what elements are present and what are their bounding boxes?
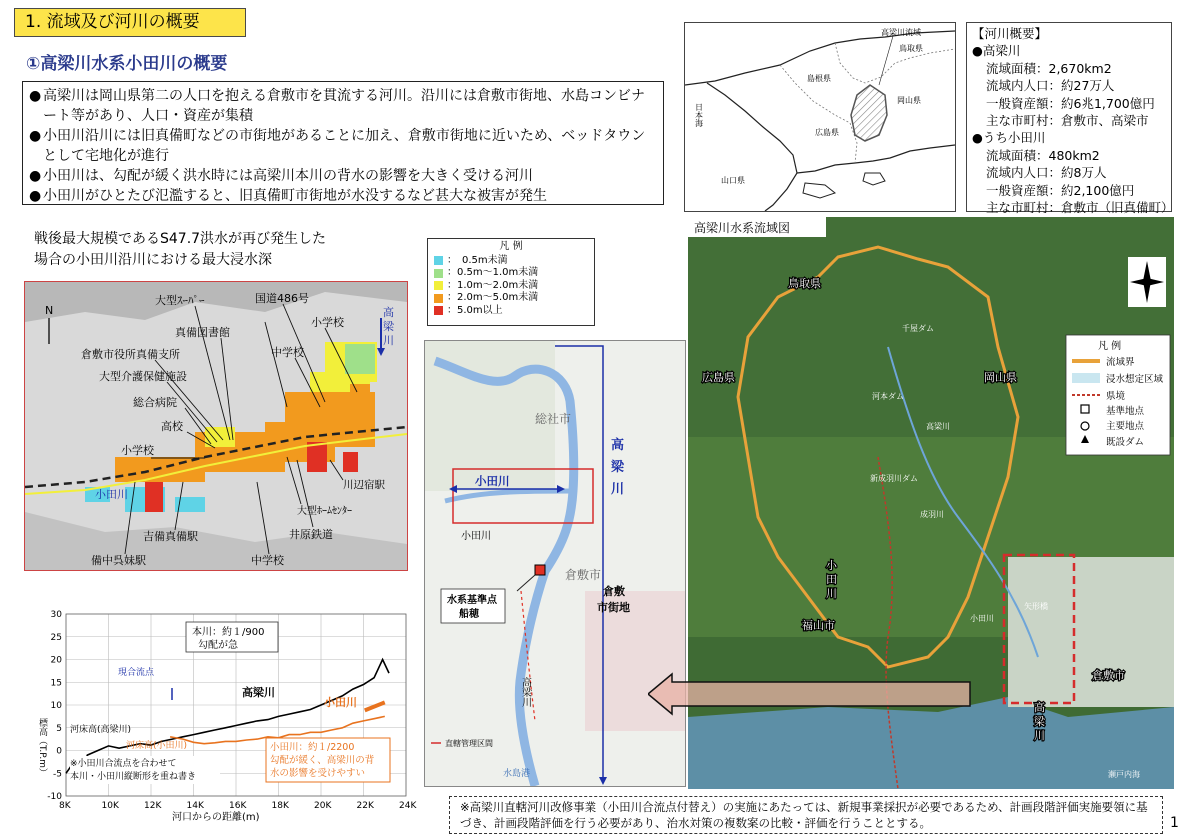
chart-xlabel: 河口からの距離(m) — [172, 812, 260, 822]
label-elementary-left: 小学校 — [121, 444, 154, 457]
center-label-odagawa: 小田川 — [475, 474, 510, 488]
basin-legend-item: 県境 — [1106, 391, 1126, 402]
chart-y-tick: -10 — [47, 792, 62, 802]
chart-y-tick: 10 — [50, 701, 62, 711]
chart-confluence-label: 現合流点 — [118, 668, 155, 678]
center-label-kurashiki-1: 倉敷 — [603, 585, 625, 598]
basin-label-takahashi-mid: 高梁川 — [926, 422, 950, 431]
overview-line: 流域面積：2,670km2 — [986, 60, 1112, 76]
basin-label-dam-chiya: 千屋ダム — [902, 324, 934, 333]
chart-oda-slope-1: 小田川：約１/2200 — [270, 742, 355, 753]
chart-x-tick: 18K — [271, 801, 289, 811]
legend-swatch — [434, 256, 443, 265]
center-label-funao: 船穂 — [459, 609, 479, 620]
chart-y-tick: 15 — [50, 678, 62, 689]
bullet-mark: ● — [29, 128, 42, 144]
center-label-takahashi-lower: 高梁川 — [519, 677, 531, 707]
bullet-item: ● 小田川沿川には旧真備町などの市街地があることに加え、倉敷市街地に近いため、ベッドタウンとして宅地化が進行 — [29, 128, 646, 164]
oda-series-arrow — [365, 702, 385, 710]
depth-legend-row: ：1.0m～2.0m未満 — [434, 280, 588, 293]
center-label-legend-line: 直轄管理区間 — [445, 739, 493, 748]
depth-legend — [427, 238, 595, 326]
inundation-title: 戦後最大規模であるS47.7洪水が再び発生した 場合の小田川沿川における最大浸水深 — [34, 231, 327, 268]
location-map — [684, 22, 956, 212]
river-overview — [966, 22, 1174, 216]
label-takahashi-1: 高 — [383, 306, 394, 319]
depth-legend-row: ：5.0m以上 — [434, 305, 588, 318]
label-kibi-station: 吉備真備駅 — [143, 530, 198, 543]
basin-legend-item: 既設ダム — [1106, 437, 1145, 448]
bullet-mark: ● — [29, 168, 42, 184]
chart-x-tick: 24K — [399, 801, 417, 811]
loc-label-basin: 高梁川流域 — [881, 28, 921, 37]
basin-label-dam-kawamoto: 河本ダム — [872, 392, 904, 401]
label-takahashi-3: 川 — [383, 334, 394, 347]
label-takahashi-2: 梁 — [383, 320, 394, 333]
overview-heading-odagawa: ●うち小田川 — [972, 130, 1046, 146]
overview-line: 主な市町村：倉敷市（旧真備町） — [986, 200, 1174, 216]
basin-label-taka-2: 梁 — [1034, 715, 1045, 728]
basin-label-oda-2: 田 — [826, 573, 837, 586]
overview-line: 主な市町村：倉敷市、高梁市 — [986, 113, 1149, 129]
summary-bullets — [22, 81, 664, 205]
chart-x-tick: 8K — [59, 801, 71, 811]
chart-oda-slope-3: 水の影響を受けやすい — [270, 768, 366, 779]
legend-swatch — [434, 294, 443, 303]
odagawa-location-map — [424, 340, 686, 787]
chart-x-tick: 16K — [229, 801, 247, 811]
label-junior-top: 中学校 — [271, 346, 304, 359]
label-branch-office: 倉敷市役所真備支所 — [81, 348, 180, 361]
chart-x-tick: 14K — [186, 801, 204, 811]
basin-label-hiroshima: 広島県 — [702, 371, 735, 384]
overview-title: 【河川概要】 — [972, 26, 1048, 41]
basin-label-oda-3: 川 — [826, 587, 837, 600]
overview-line: 流域面積：480km2 — [986, 147, 1100, 163]
overview-heading-takahashi: ●高梁川 — [972, 43, 1021, 59]
chart-oda-label: 小田川 — [324, 696, 357, 709]
basin-label-dam-shinnariwa: 新成羽川ダム — [870, 474, 918, 483]
basin-legend-item: 流域界 — [1106, 357, 1135, 368]
page-number: 1 — [1170, 815, 1179, 831]
basin-label-odagawa-small: 小田川 — [970, 614, 994, 623]
center-label-kurashiki-city: 倉敷市 — [565, 568, 602, 582]
bullet-item: ● 小田川がひとたび氾濫すると、旧真備町市街地が水没するなど甚大な被害が発生 — [29, 188, 547, 204]
inundation-map-drawing — [25, 282, 407, 570]
loc-label-shimane: 島根県 — [807, 74, 831, 83]
depth-legend-row: ： 0.5m未満 — [434, 255, 588, 268]
label-ibara-railway: 井原鉄道 — [289, 528, 333, 541]
chart-x-tick: 22K — [356, 801, 374, 811]
chart-y-tick: 30 — [50, 610, 62, 620]
bullet-item: ● 小田川は、勾配が緩く洪水時には高梁川本川の背水の影響を大きく受ける河川 — [29, 168, 533, 184]
chart-oda-slope-2: 勾配が緩く、高梁川の背 — [270, 755, 375, 766]
chart-y-tick: 25 — [50, 632, 62, 643]
label-supermarket: 大型ｽｰﾊﾟｰ — [155, 294, 205, 307]
basin-label-seto: 瀬戸内海 — [1108, 770, 1140, 779]
chart-takahashi-label: 高梁川 — [242, 686, 275, 699]
legend-swatch — [434, 269, 443, 278]
label-home-center: 大型ﾎｰﾑｾﾝﾀｰ — [297, 506, 352, 517]
chart-y-tick: 20 — [50, 655, 62, 666]
basin-label-taka-3: 川 — [1034, 729, 1045, 742]
center-label-takahashi-3: 川 — [611, 482, 625, 497]
center-label-port: 水島港 — [503, 769, 531, 779]
chart-y-tick: 0 — [56, 746, 62, 757]
chart-main-slope-2: 勾配が急 — [198, 640, 238, 651]
center-label-base-point: 水系基準点 — [447, 595, 497, 606]
loc-label-yamaguchi: 山口県 — [721, 176, 745, 185]
loc-label-okayama: 岡山県 — [897, 96, 921, 105]
chart-x-tick: 10K — [101, 801, 119, 811]
profile-chart-svg — [30, 608, 420, 822]
page-subtitle: ①高梁川水系小田川の概要 — [26, 54, 228, 74]
label-kurehime-station: 備中呉妹駅 — [91, 554, 146, 567]
label-care-facility: 大型介護保健施設 — [99, 370, 187, 383]
loc-label-tottori: 鳥取県 — [899, 44, 923, 53]
section-title: 1. 流域及び河川の概要 — [14, 8, 246, 37]
basin-label-fukuyama: 福山市 — [802, 619, 835, 632]
label-elementary-top: 小学校 — [311, 316, 344, 329]
chart-note-1: ※小田川合流点を合わせて — [70, 759, 177, 769]
basin-legend-item: 主要地点 — [1106, 421, 1145, 432]
basin-label-kurashiki: 倉敷市 — [1092, 669, 1125, 682]
chart-ylabel: 標高（T.P.m） — [37, 718, 47, 777]
overview-line: 一般資産額：約2,100億円 — [986, 182, 1135, 198]
overview-line: 一般資産額：約6兆1,700億円 — [986, 95, 1155, 111]
depth-legend-row: ：0.5m～1.0m未満 — [434, 267, 588, 280]
center-label-kurashiki-2: 市街地 — [597, 601, 630, 614]
basin-label-yagata: 矢形橋 — [1024, 602, 1048, 611]
chart-y-tick: 5 — [56, 723, 62, 734]
label-library: 真備図書館 — [175, 326, 230, 339]
chart-x-tick: 20K — [314, 801, 332, 811]
center-map-drawing — [425, 341, 685, 786]
basin-label-taka-1: 高 — [1034, 701, 1045, 714]
chart-x-tick: 12K — [144, 801, 162, 811]
profile-chart — [30, 608, 420, 822]
bullet-mark: ● — [29, 188, 42, 204]
label-route-486: 国道486号 — [255, 292, 309, 305]
loc-label-hiroshima: 広島県 — [815, 128, 839, 137]
depth-legend-title: 凡 例 — [499, 241, 523, 252]
chart-note-2: 本川・小田川縦断形を重ね書き — [70, 772, 197, 782]
loc-label-sea: 日本海 — [694, 103, 704, 127]
location-map-drawing — [685, 23, 955, 211]
basin-label-nariwa: 成羽川 — [920, 510, 944, 519]
basin-legend-item: 浸水想定区域 — [1106, 374, 1164, 385]
label-high-school: 高校 — [161, 420, 183, 433]
chart-series-orange-label: 河床高(小田川) — [126, 741, 188, 751]
north-mark: N — [45, 304, 54, 317]
pointer-arrow — [648, 672, 972, 716]
label-odagawa: 小田川 — [95, 488, 128, 501]
basin-legend-title: 凡 例 — [1098, 341, 1122, 352]
inundation-map — [24, 281, 408, 571]
basin-legend-item: 基準地点 — [1106, 406, 1145, 417]
basin-label-oda-1: 小 — [826, 559, 837, 572]
chart-y-tick: -5 — [53, 769, 62, 780]
label-kawabe-station: 川辺宿駅 — [343, 479, 385, 491]
center-label-souja: 総社市 — [535, 412, 572, 426]
chart-main-slope-1: 本川：約１/900 — [192, 627, 265, 638]
label-junior-bottom: 中学校 — [251, 554, 284, 567]
bullet-item: ● 高梁川は岡山県第二の人口を抱える倉敷市を貫流する河川。沿川には倉敷市街地、水島コンビナート等があり、人口・資産が集積 — [29, 88, 645, 124]
bullet-mark: ● — [29, 88, 42, 104]
footnote: ※高梁川直轄河川改修事業（小田川合流点付替え）の実施にあたっては、新規事業採択が必要であるため、計画段階評価実施要領に基づき、計画段階評価を行う必要があり、治水対策の複数案の比較・評価を行うこととする。 — [449, 796, 1163, 834]
center-label-takahashi-2: 梁 — [611, 460, 625, 475]
center-label-takahashi-1: 高 — [611, 438, 625, 453]
basin-label-tottori: 鳥取県 — [788, 277, 821, 290]
overview-line: 流域内人口：約8万人 — [986, 165, 1107, 181]
label-hospital: 総合病院 — [133, 396, 177, 409]
legend-swatch — [434, 281, 443, 290]
chart-series-black-label: 河床高(高梁川) — [70, 725, 132, 735]
depth-legend-row: ：2.0m～5.0m未満 — [434, 292, 588, 305]
center-label-odagawa-small: 小田川 — [461, 531, 491, 542]
legend-swatch — [434, 306, 443, 315]
basin-map-title: 高梁川水系流域図 — [694, 221, 791, 235]
overview-line: 流域内人口：約27万人 — [986, 78, 1115, 94]
basin-label-okayama: 岡山県 — [984, 371, 1017, 384]
